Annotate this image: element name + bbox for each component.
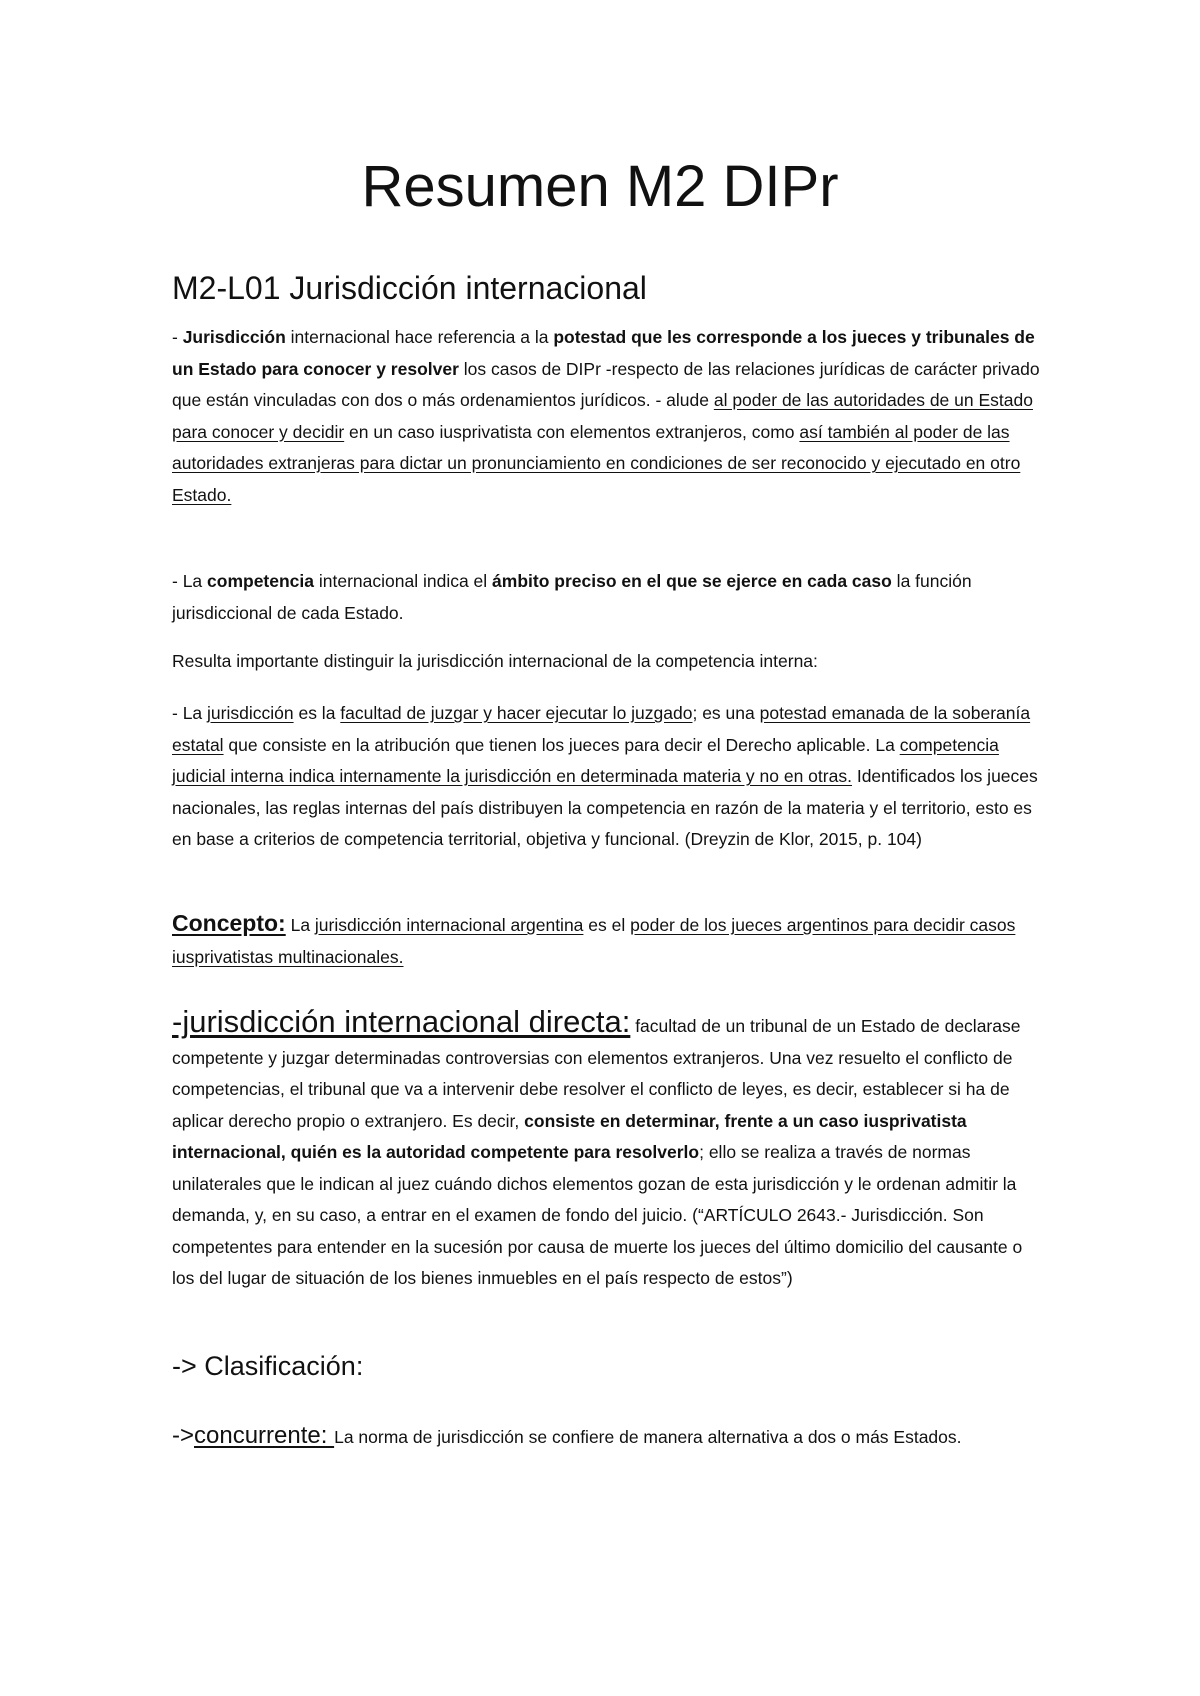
bold-text: ámbito preciso en el que se ejerce en cada caso <box>492 571 892 591</box>
text: La <box>285 915 315 935</box>
text: - La <box>172 703 208 723</box>
underlined-text: poder de los jueces argentinos para decidir casos iusprivatistas multinacionales. <box>172 915 1016 967</box>
paragraph-concepto <box>172 908 1042 973</box>
text: es la <box>293 703 341 723</box>
bold-text: consiste en determinar, frente a un caso iusprivatista internacional, quién es la autoridad competente para resolverlo <box>172 1110 967 1162</box>
underlined-text: potestad emanada de la soberanía estatal <box>172 703 1031 755</box>
text: los casos de DIPr -respecto de las relaciones jurídicas de carácter privado que están vinculadas con dos o más ordenamientos jurídicos. - alude <box>172 358 1040 410</box>
text: internacional indica el <box>314 571 493 591</box>
document-title: Resumen M2 DIPr <box>361 154 839 219</box>
dash: - <box>172 327 183 347</box>
text: la función jurisdiccional de cada Estado. <box>172 571 972 623</box>
clasificacion-heading: -> Clasificación: <box>172 1351 364 1381</box>
text: en un caso iusprivatista con elementos extranjeros, como <box>344 421 800 442</box>
paragraph-jurisdiccion-competencia-interna <box>172 698 1042 856</box>
text: ; es una <box>692 703 760 723</box>
section-heading: M2-L01 Jurisdicción internacional <box>172 270 647 306</box>
arrow: -> <box>172 1422 195 1449</box>
paragraph-jurisdiccion-directa <box>172 1006 1042 1295</box>
text: Identificados los jueces nacionales, las reglas internas del país distribuyen la competencia en razón de la materia y el territorio, esto es en base a criterios de competencia territorial, objetiva y funcional. (Dreyzin de Klor, 2015, p. 104) <box>172 766 1038 849</box>
underlined-text: facultad de juzgar y hacer ejecutar lo juzgado <box>340 703 693 723</box>
text: es el <box>583 915 631 935</box>
underlined-text: así también al poder de las autoridades extranjeras para dictar un pronunciamiento en condiciones de ser reconocido y ejecutado en otro Estado. <box>172 421 1021 505</box>
underlined-text: jurisdicción <box>207 703 294 723</box>
paragraph-competencia <box>172 566 1042 629</box>
bold-text: Jurisdicción <box>182 327 286 347</box>
text: facultad de un tribunal de un Estado de declarase competente y juzgar determinadas controversias con elementos extranjeros. Una vez resuelto el conflicto de competencias, el tribunal que va a intervenir debe resolver el conflicto de leyes, es decir, establecer si ha de aplicar derecho propio o extranjero. Es decir, <box>172 1016 1021 1131</box>
directa-label: -jurisdicción internacional directa: <box>172 1004 631 1039</box>
text: internacional hace referencia a la <box>285 327 554 347</box>
text: ; ello se realiza a través de normas unilaterales que le indican al juez cuándo dichos elementos gozan de esta jurisdicción y le ordenan admitir la demanda, y, en su caso, a entrar en el examen de fondo del juicio. (“ARTÍCULO 2643.- Jurisdicción. Son competentes para entender en la sucesión por causa de muerte los jueces del último domicilio del causante o los del lugar de situación de los bienes inmuebles en el país respecto de estos”) <box>172 1142 1023 1288</box>
paragraph-jurisdiccion <box>172 322 1042 511</box>
paragraph-distinguir: Resulta importante distinguir la jurisdicción internacional de la competencia interna: <box>172 651 818 671</box>
bold-text: potestad que les corresponde a los jueces y tribunales de un Estado para conocer y resolver <box>172 327 1035 379</box>
underlined-text: jurisdicción internacional argentina <box>314 915 584 935</box>
concepto-label: Concepto: <box>172 910 286 936</box>
bold-text: competencia <box>207 571 315 591</box>
text: que consiste en la atribución que tienen los jueces para decir el Derecho aplicable. La <box>223 734 900 755</box>
concurrente-label: concurrente: <box>194 1422 335 1449</box>
text: - La <box>172 571 208 591</box>
text: La norma de jurisdicción se confiere de manera alternativa a dos o más Estados. <box>334 1427 962 1447</box>
underlined-text: al poder de las autoridades de un Estado para conocer y decidir <box>172 390 1033 442</box>
paragraph-concurrente <box>172 1420 1042 1454</box>
underlined-text: competencia judicial interna indica internamente la jurisdicción en determinada materia y no en otras. <box>172 734 999 786</box>
